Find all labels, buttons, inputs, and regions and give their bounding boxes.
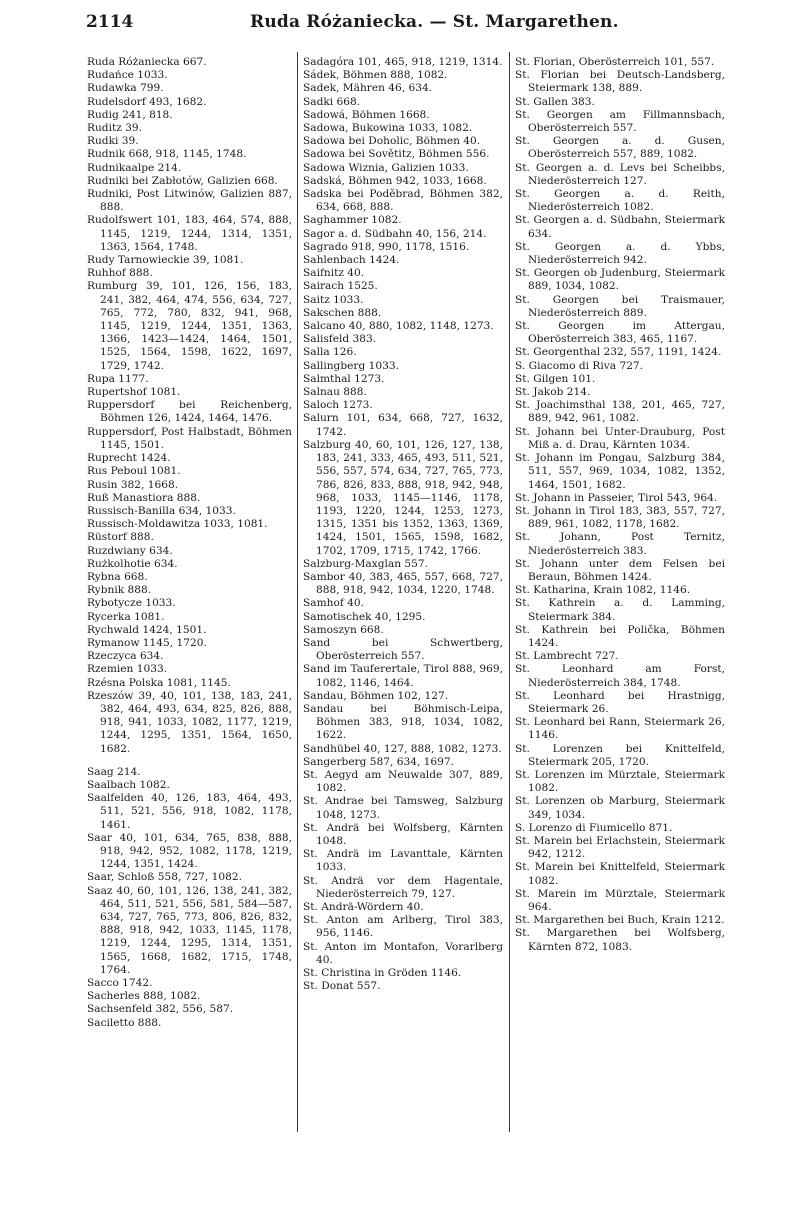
index-entry: St. Andrä im Lavanttale, Kärnten 1033. [303,848,503,874]
column-divider [509,52,510,1132]
index-entry: St. Johann in Passeier, Tirol 543, 964. [515,491,718,504]
index-entry: St. Gilgen 101. [515,372,596,385]
index-entry: St. Andrae bei Tamsweg, Salzburg 1048, 1273. [303,795,503,821]
index-entry: Saalbach 1082. [87,778,170,791]
index-entry: Rudelsdorf 493, 1682. [87,95,207,108]
index-entry: Saaz 40, 60, 101, 126, 138, 241, 382, 464, 511, 521, 556, 581, 584—587, 634, 727, 765, 773, 806, 826, 832, 888, 918, 942, 1033, 1145, 1178, 1219, 1244, 1295, 1314, 1351, 1565, 1668, 1682, 1715, 1748, 1764. [87,884,292,976]
index-entry: St. Georgen am Fillmannsbach, Oberösterreich 557. [515,108,725,135]
index-entry: St. Joachimsthal 138, 201, 465, 727, 889, 942, 961, 1082. [515,399,725,425]
running-head: Ruda Różaniecka. — St. Margarethen. [250,12,619,32]
index-entry: Sadagóra 101, 465, 918, 1219, 1314. [303,56,503,68]
index-entry: S. Lorenzo di Fiumicello 871. [515,821,673,834]
index-entry: St. Marein im Mürztale, Steiermark 964. [515,887,725,913]
index-entry: St. Georgen a. d. Südbahn, Steiermark 634. [515,214,725,240]
index-entry: Sacherles 888, 1082. [87,990,201,1003]
index-entry: Russisch-Banilla 634, 1033. [87,504,236,517]
index-entry: Sadki 668. [303,95,361,108]
index-entry: St. Marein bei Erlachstein, Steiermark 942, 1212. [515,834,725,861]
index-entry: St. Johann bei Unter-Drauburg, Post Miß a. d. Drau, Kärnten 1034. [515,425,725,451]
index-entry: St. Georgen a. d. Gusen, Oberösterreich 557, 889, 1082. [515,135,725,161]
index-entry: St. Andrä bei Wolfsberg, Kärnten 1048. [303,821,503,847]
index-entry: St. Lorenzen ob Marburg, Steiermark 349, 1034. [515,795,725,821]
index-entry: Rzésna Polska 1081, 1145. [87,676,231,689]
index-entry: Rymanow 1145, 1720. [87,636,207,649]
index-entry: Sádek, Böhmen 888, 1082. [303,69,448,82]
index-entry: Salurn 101, 634, 668, 727, 1632, 1742. [303,412,503,438]
index-entry: Rudniki, Post Litwinów, Galizien 887, 888. [87,188,292,214]
index-entry: Rudańce 1033. [87,69,168,82]
index-entry: Sangerberg 587, 634, 1697. [303,755,455,768]
index-entry: Rychwald 1424, 1501. [87,623,207,636]
index-entry: St. Georgen im Attergau, Oberösterreich 383, 465, 1167. [515,320,725,346]
index-column-2 [303,56,503,993]
index-entry: Rzemien 1033. [87,663,168,676]
index-entry: Salla 126. [303,346,357,359]
index-entry: Rzeczyca 634. [87,650,164,663]
index-column-3 [515,56,725,954]
index-entry: Sallingberg 1033. [303,359,399,372]
index-entry: Ruda Różaniecka 667. [87,56,207,68]
index-entry: St. Lorenzen bei Knittelfeld, Steiermark 205, 1720. [515,742,725,768]
index-entry: Sagrado 918, 990, 1178, 1516. [303,240,470,253]
index-entry: Ruppersdorf bei Reichenberg, Böhmen 126, 1424, 1464, 1476. [87,399,292,425]
index-entry: Rupa 1177. [87,372,149,385]
index-entry: Rybna 668. [87,570,148,583]
index-entry: Ruzdwiany 634. [87,544,173,557]
index-entry: Saciletto 888. [87,1016,162,1029]
index-entry: Sagor a. d. Südbahn 40, 156, 214. [303,227,487,240]
index-entry: Saifnitz 40. [303,267,365,280]
index-entry: Rudnikaalpe 214. [87,161,182,174]
index-entry: St. Katharina, Krain 1082, 1146. [515,584,691,597]
index-entry: Rupertshof 1081. [87,386,181,399]
index-entry: St. Donat 557. [303,980,381,993]
index-entry: Salzburg 40, 60, 101, 126, 127, 138, 183, 241, 333, 465, 493, 511, 521, 556, 557, 574, 634, 727, 765, 773, 786, 826, 833, 888, 918, 942, 948, 968, 1033, 1145—1146, 1178, 1193, 1220, 1244, 1253, 1273, 1315, 1351 bis 1352, 1363, 1369, 1424, 1501, 1565, 1598, 1682, 1702, 1709, 1715, 1742, 1766. [303,438,503,557]
index-entry: Sahlenbach 1424. [303,254,400,267]
page-header [86,12,726,38]
index-entry: Sand im Tauferertale, Tirol 888, 969, 1082, 1146, 1464. [303,663,503,689]
index-entry: Rudolfswert 101, 183, 464, 574, 888, 1145, 1219, 1244, 1314, 1351, 1363, 1564, 1748. [87,214,292,253]
index-entry: Ruprecht 1424. [87,452,171,465]
index-entry: St. Leonhard bei Hrastnigg, Steiermark 26. [515,689,725,715]
index-entry: Rycerka 1081. [87,610,165,623]
index-entry: Sadowa bei Sovětitz, Böhmen 556. [303,148,490,161]
index-entry: Salcano 40, 880, 1082, 1148, 1273. [303,320,494,333]
index-entry: St. Leonhard am Forst, Niederösterreich 384, 1748. [515,663,725,689]
index-entry: Sadska bei Poděbrad, Böhmen 382, 634, 668, 888. [303,188,503,214]
index-entry: Rybnik 888. [87,584,152,597]
index-entry: Samhof 40. [303,597,364,610]
index-entry: Sand bei Schwertberg, Oberösterreich 557. [303,636,503,663]
index-entry: Sadek, Mähren 46, 634. [303,82,433,95]
index-entry: Sandhübel 40, 127, 888, 1082, 1273. [303,742,502,755]
index-entry: Saar 40, 101, 634, 765, 838, 888, 918, 942, 952, 1082, 1178, 1219, 1244, 1351, 1424. [87,831,292,871]
index-entry: St. Lambrecht 727. [515,650,619,663]
index-entry: St. Marein bei Knittelfeld, Steiermark 1082. [515,861,725,887]
index-entry: St. Aegyd am Neuwalde 307, 889, 1082. [303,768,503,795]
index-entry: Sadská, Böhmen 942, 1033, 1668. [303,174,487,187]
index-entry: Salnau 888. [303,386,367,399]
index-entry: Samotischek 40, 1295. [303,610,426,623]
index-entry: St. Andrä-Wördern 40. [303,901,424,913]
index-entry: Rużkolhotie 634. [87,557,178,570]
index-entry: Saitz 1033. [303,293,364,306]
index-entry: St. Georgenthal 232, 557, 1191, 1424. [515,346,722,359]
index-entry: Rzeszów 39, 40, 101, 138, 183, 241, 382, 464, 493, 634, 825, 826, 888, 918, 941, 1033, 1082, 1177, 1219, 1244, 1295, 1351, 1564, 1650, 1682. [87,689,292,755]
index-entry: Rudig 241, 818. [87,108,173,121]
index-entry: Saalfelden 40, 126, 183, 464, 493, 511, 521, 556, 918, 1082, 1178, 1461. [87,792,292,831]
index-entry: St. Johann, Post Ternitz, Niederösterreich 383. [515,531,725,557]
column-divider [297,52,298,1132]
index-entry: Sadowá, Böhmen 1668. [303,108,430,121]
index-entry: St. Lorenzen im Mürztale, Steiermark 1082. [515,768,725,795]
index-entry: St. Florian bei Deutsch-Landsberg, Steiermark 138, 889. [515,69,725,95]
index-entry: Rudniki bei Zabłotów, Galizien 668. [87,174,278,187]
index-entry: S. Giacomo di Riva 727. [515,359,644,372]
index-entry: St. Kathrein a. d. Lamming, Steiermark 384. [515,597,725,623]
index-entry: St. Georgen a. d. Levs bei Scheibbs, Niederösterreich 127. [515,161,725,187]
index-entry: St. Andrä vor dem Hagentale, Niederösterreich 79, 127. [303,874,503,900]
index-entry: St. Georgen a. d. Reith, Niederösterreich 1082. [515,188,725,214]
index-entry: Sacco 1742. [87,977,153,990]
index-entry: St. Johann in Tirol 183, 383, 557, 727, 889, 961, 1082, 1178, 1682. [515,504,725,531]
index-entry: Rybotycze 1033. [87,597,176,610]
index-entry: St. Georgen ob Judenburg, Steiermark 889, 1034, 1082. [515,267,725,293]
index-entry: Sandau, Böhmen 102, 127. [303,689,449,702]
index-entry: Rusin 382, 1668. [87,478,179,491]
index-entry: Sadowa Wiznia, Galizien 1033. [303,161,469,174]
index-entry: Salisfeld 383. [303,333,377,346]
index-entry: St. Kathrein bei Polička, Böhmen 1424. [515,623,725,649]
index-entry: St. Christina in Gröden 1146. [303,967,462,980]
index-entry: Rudawka 799. [87,82,164,95]
index-entry: Sachsenfeld 382, 556, 587. [87,1003,234,1016]
index-entry: St. Johann unter dem Felsen bei Beraun, Böhmen 1424. [515,557,725,583]
index-entry: St. Margarethen bei Buch, Krain 1212. [515,914,725,927]
index-entry: Ruhhof 888. [87,267,153,280]
index-entry: Russisch-Moldawitza 1033, 1081. [87,518,268,531]
index-entry: Saar, Schloß 558, 727, 1082. [87,871,242,884]
index-entry: Samoszyn 668. [303,623,384,636]
index-entry: St. Margarethen bei Wolfsberg, Kärnten 872, 1083. [515,927,725,953]
index-entry: Ruditz 39. [87,122,143,135]
index-entry: St. Johann im Pongau, Salzburg 384, 511, 557, 969, 1034, 1082, 1352, 1464, 1501, 1682. [515,452,725,491]
index-entry: St. Leonhard bei Rann, Steiermark 26, 1146. [515,716,725,742]
index-entry: Sambor 40, 383, 465, 557, 668, 727, 888, 918, 942, 1034, 1220, 1748. [303,570,503,597]
index-entry: Rudki 39. [87,135,139,148]
index-entry: St. Anton im Montafon, Vorarlberg 40. [303,940,503,966]
index-entry: Sandau bei Böhmisch-Leipa, Böhmen 383, 918, 1034, 1082, 1622. [303,702,503,742]
index-entry: Rudnik 668, 918, 1145, 1748. [87,148,247,161]
index-entry: Saloch 1273. [303,399,373,412]
page-number: 2114 [86,12,134,32]
index-entry: Saag 214. [87,765,141,778]
index-entry: Rumburg 39, 101, 126, 156, 183, 241, 382, 464, 474, 556, 634, 727, 765, 772, 780, 832, 941, 968, 1145, 1219, 1244, 1351, 1363, 1366, 1423—1424, 1464, 1501, 1525, 1564, 1598, 1622, 1697, 1729, 1742. [87,280,292,372]
index-entry: Saghammer 1082. [303,214,402,227]
index-entry: St. Florian, Oberösterreich 101, 557. [515,56,715,68]
index-entry: St. Georgen a. d. Ybbs, Niederösterreich 942. [515,240,725,267]
index-entry: Sairach 1525. [303,280,378,293]
index-entry: Sakschen 888. [303,306,382,319]
index-entry: Rus Peboul 1081. [87,465,181,478]
index-entry: Sadowa, Bukowina 1033, 1082. [303,122,473,135]
index-entry: Sadowa bei Doholic, Böhmen 40. [303,135,481,148]
index-entry: Rüstorf 888. [87,531,154,544]
index-entry: Salmthal 1273. [303,372,385,385]
index-entry: St. Georgen bei Traismauer, Niederösterreich 889. [515,293,725,319]
index-entry: St. Anton am Arlberg, Tirol 383, 956, 1146. [303,914,503,940]
index-entry: Ruppersdorf, Post Halbstadt, Böhmen 1145, 1501. [87,425,292,451]
index-column-1 [87,56,292,1030]
index-entry: St. Jakob 214. [515,386,591,399]
index-entry: Ruß Manastiora 888. [87,491,201,504]
index-entry: Salzburg-Maxglan 557. [303,557,428,570]
index-entry: St. Gallen 383. [515,95,595,108]
index-entry: Rudy Tarnowieckie 39, 1081. [87,254,244,267]
